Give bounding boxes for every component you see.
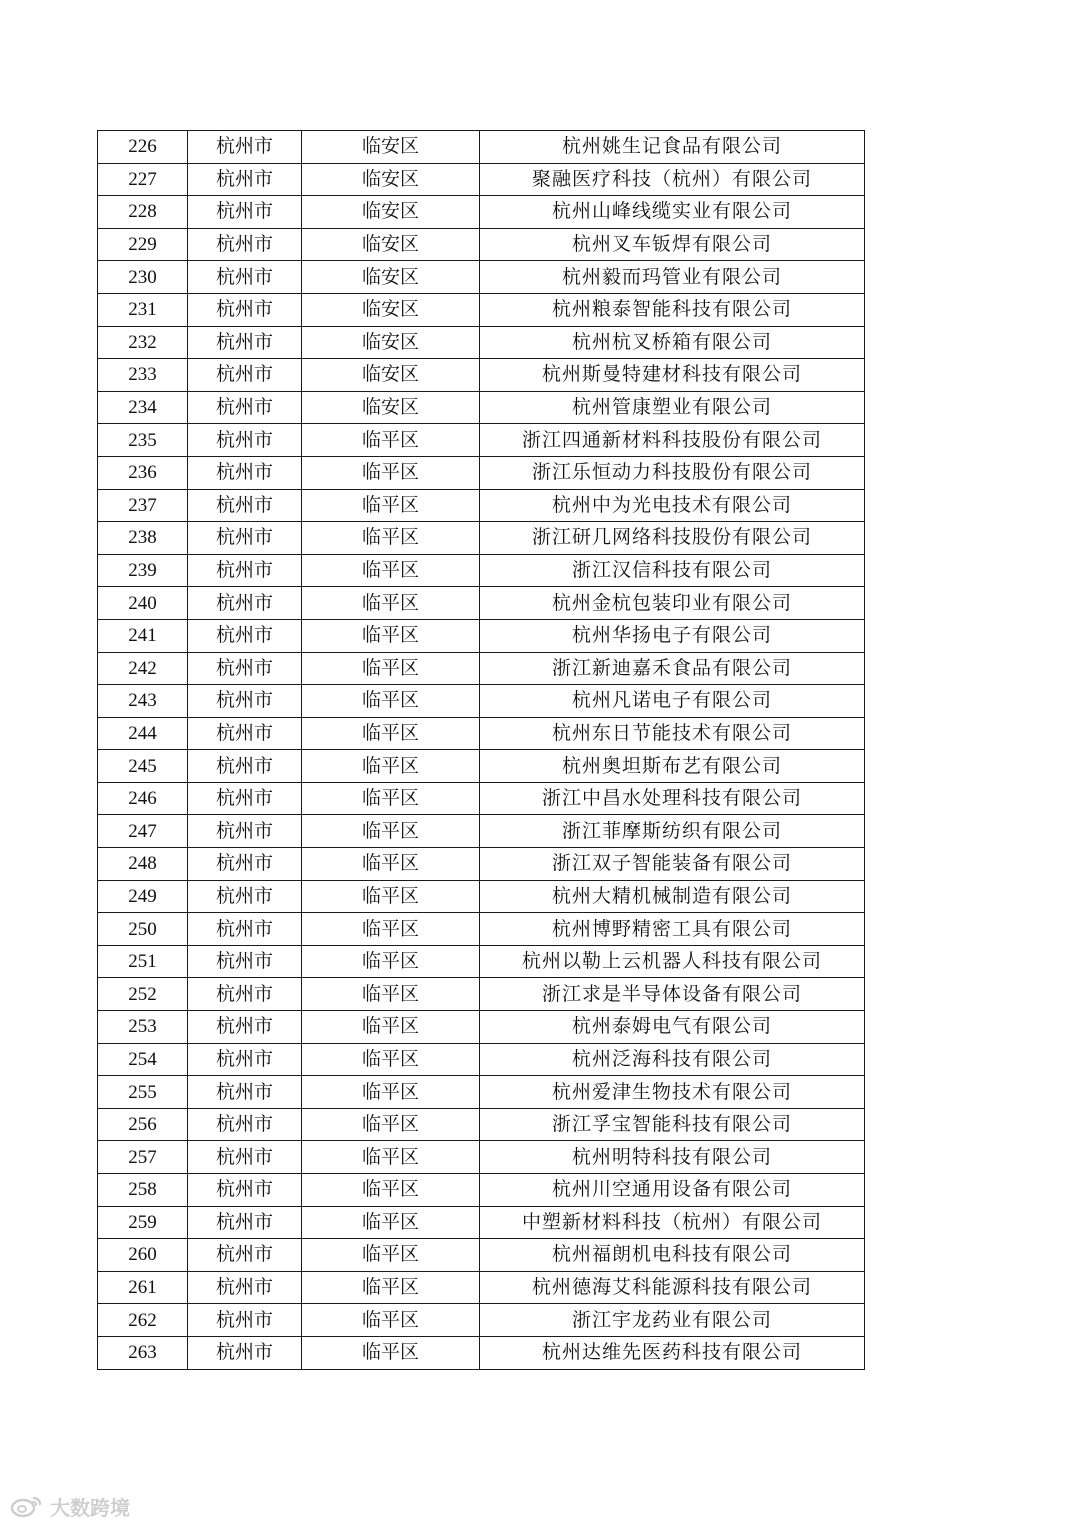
district-cell: 临安区: [302, 131, 480, 164]
city-cell: 杭州市: [188, 196, 302, 229]
company-name-cell: 杭州德海艾科能源科技有限公司: [480, 1271, 865, 1304]
district-cell: 临平区: [302, 1043, 480, 1076]
company-name-cell: 杭州叉车钣焊有限公司: [480, 228, 865, 261]
table-row: [98, 1076, 865, 1109]
table-row: [98, 1206, 865, 1239]
row-number: 228: [98, 196, 188, 229]
district-cell: 临安区: [302, 293, 480, 326]
table-row: [98, 424, 865, 457]
district-cell: 临平区: [302, 1336, 480, 1369]
city-cell: 杭州市: [188, 131, 302, 164]
table-row: [98, 978, 865, 1011]
company-name-cell: 杭州爱津生物技术有限公司: [480, 1076, 865, 1109]
row-number: 251: [98, 945, 188, 978]
company-name-cell: 杭州明特科技有限公司: [480, 1141, 865, 1174]
row-number: 237: [98, 489, 188, 522]
row-number: 243: [98, 685, 188, 718]
table-row: [98, 293, 865, 326]
row-number: 235: [98, 424, 188, 457]
city-cell: 杭州市: [188, 261, 302, 294]
table-row: [98, 163, 865, 196]
table-row: [98, 196, 865, 229]
district-cell: 临平区: [302, 782, 480, 815]
table-row: [98, 619, 865, 652]
city-cell: 杭州市: [188, 326, 302, 359]
table-row: [98, 1304, 865, 1337]
company-name-cell: 杭州泛海科技有限公司: [480, 1043, 865, 1076]
table-row: [98, 782, 865, 815]
city-cell: 杭州市: [188, 1206, 302, 1239]
table-row: [98, 1011, 865, 1044]
table-row: [98, 1336, 865, 1369]
table-row: [98, 489, 865, 522]
company-name-cell: 杭州金杭包装印业有限公司: [480, 587, 865, 620]
table-row: [98, 685, 865, 718]
district-cell: 临平区: [302, 1141, 480, 1174]
company-name-cell: 杭州大精机械制造有限公司: [480, 880, 865, 913]
district-cell: 临平区: [302, 1271, 480, 1304]
table-row: [98, 1043, 865, 1076]
row-number: 262: [98, 1304, 188, 1337]
table-body: [98, 131, 865, 1370]
row-number: 246: [98, 782, 188, 815]
company-name-cell: 杭州华扬电子有限公司: [480, 619, 865, 652]
district-cell: 临安区: [302, 326, 480, 359]
company-name-cell: 浙江新迪嘉禾食品有限公司: [480, 652, 865, 685]
row-number: 231: [98, 293, 188, 326]
row-number: 236: [98, 456, 188, 489]
company-name-cell: 聚融医疗科技（杭州）有限公司: [480, 163, 865, 196]
city-cell: 杭州市: [188, 1304, 302, 1337]
city-cell: 杭州市: [188, 522, 302, 555]
company-name-cell: 杭州福朗机电科技有限公司: [480, 1239, 865, 1272]
table-row: [98, 1108, 865, 1141]
row-number: 255: [98, 1076, 188, 1109]
city-cell: 杭州市: [188, 815, 302, 848]
table-row: [98, 456, 865, 489]
table-row: [98, 913, 865, 946]
district-cell: 临平区: [302, 815, 480, 848]
company-name-cell: 浙江四通新材料科技股份有限公司: [480, 424, 865, 457]
city-cell: 杭州市: [188, 1336, 302, 1369]
city-cell: 杭州市: [188, 391, 302, 424]
row-number: 258: [98, 1174, 188, 1207]
company-list-table: [97, 130, 865, 1370]
company-name-cell: 浙江求是半导体设备有限公司: [480, 978, 865, 1011]
company-name-cell: 杭州姚生记食品有限公司: [480, 131, 865, 164]
row-number: 240: [98, 587, 188, 620]
district-cell: 临安区: [302, 391, 480, 424]
table-row: [98, 326, 865, 359]
district-cell: 临平区: [302, 750, 480, 783]
city-cell: 杭州市: [188, 163, 302, 196]
row-number: 226: [98, 131, 188, 164]
district-cell: 临平区: [302, 456, 480, 489]
city-cell: 杭州市: [188, 652, 302, 685]
district-cell: 临平区: [302, 880, 480, 913]
row-number: 244: [98, 717, 188, 750]
table-row: [98, 945, 865, 978]
row-number: 239: [98, 554, 188, 587]
city-cell: 杭州市: [188, 293, 302, 326]
district-cell: 临平区: [302, 685, 480, 718]
weibo-logo-icon: [10, 1494, 44, 1518]
row-number: 256: [98, 1108, 188, 1141]
row-number: 261: [98, 1271, 188, 1304]
city-cell: 杭州市: [188, 228, 302, 261]
company-name-cell: 杭州管康塑业有限公司: [480, 391, 865, 424]
company-name-cell: 杭州泰姆电气有限公司: [480, 1011, 865, 1044]
district-cell: 临平区: [302, 652, 480, 685]
city-cell: 杭州市: [188, 1174, 302, 1207]
district-cell: 临平区: [302, 1108, 480, 1141]
company-name-cell: 中塑新材料科技（杭州）有限公司: [480, 1206, 865, 1239]
row-number: 232: [98, 326, 188, 359]
row-number: 259: [98, 1206, 188, 1239]
row-number: 227: [98, 163, 188, 196]
company-name-cell: 杭州奥坦斯布艺有限公司: [480, 750, 865, 783]
table-row: [98, 228, 865, 261]
district-cell: 临平区: [302, 717, 480, 750]
row-number: 253: [98, 1011, 188, 1044]
district-cell: 临平区: [302, 913, 480, 946]
row-number: 242: [98, 652, 188, 685]
city-cell: 杭州市: [188, 456, 302, 489]
city-cell: 杭州市: [188, 1239, 302, 1272]
table-row: [98, 391, 865, 424]
district-cell: 临安区: [302, 196, 480, 229]
row-number: 229: [98, 228, 188, 261]
district-cell: 临安区: [302, 359, 480, 392]
row-number: 230: [98, 261, 188, 294]
row-number: 234: [98, 391, 188, 424]
table-row: [98, 1271, 865, 1304]
table-row: [98, 587, 865, 620]
company-name-cell: 浙江菲摩斯纺织有限公司: [480, 815, 865, 848]
city-cell: 杭州市: [188, 554, 302, 587]
table-row: [98, 554, 865, 587]
company-name-cell: 浙江宇龙药业有限公司: [480, 1304, 865, 1337]
city-cell: 杭州市: [188, 587, 302, 620]
district-cell: 临平区: [302, 945, 480, 978]
city-cell: 杭州市: [188, 945, 302, 978]
city-cell: 杭州市: [188, 1271, 302, 1304]
company-name-cell: 浙江中昌水处理科技有限公司: [480, 782, 865, 815]
table-row: [98, 131, 865, 164]
city-cell: 杭州市: [188, 782, 302, 815]
city-cell: 杭州市: [188, 1076, 302, 1109]
district-cell: 临平区: [302, 619, 480, 652]
company-name-cell: 杭州毅而玛管业有限公司: [480, 261, 865, 294]
city-cell: 杭州市: [188, 359, 302, 392]
row-number: 245: [98, 750, 188, 783]
watermark-text: 大数跨境: [50, 1495, 130, 1520]
row-number: 248: [98, 848, 188, 881]
district-cell: 临安区: [302, 163, 480, 196]
city-cell: 杭州市: [188, 978, 302, 1011]
company-name-cell: 杭州山峰线缆实业有限公司: [480, 196, 865, 229]
city-cell: 杭州市: [188, 685, 302, 718]
table-row: [98, 522, 865, 555]
district-cell: 临平区: [302, 587, 480, 620]
table-row: [98, 652, 865, 685]
row-number: 233: [98, 359, 188, 392]
company-name-cell: 浙江孚宝智能科技有限公司: [480, 1108, 865, 1141]
city-cell: 杭州市: [188, 848, 302, 881]
company-name-cell: 杭州斯曼特建材科技有限公司: [480, 359, 865, 392]
company-name-cell: 杭州杭叉桥箱有限公司: [480, 326, 865, 359]
district-cell: 临平区: [302, 1239, 480, 1272]
district-cell: 临平区: [302, 522, 480, 555]
city-cell: 杭州市: [188, 750, 302, 783]
district-cell: 临平区: [302, 554, 480, 587]
company-name-cell: 杭州东日节能技术有限公司: [480, 717, 865, 750]
city-cell: 杭州市: [188, 717, 302, 750]
city-cell: 杭州市: [188, 1141, 302, 1174]
table-row: [98, 261, 865, 294]
table-row: [98, 717, 865, 750]
row-number: 247: [98, 815, 188, 848]
company-name-cell: 杭州粮泰智能科技有限公司: [480, 293, 865, 326]
row-number: 257: [98, 1141, 188, 1174]
row-number: 263: [98, 1336, 188, 1369]
district-cell: 临平区: [302, 1011, 480, 1044]
company-name-cell: 浙江乐恒动力科技股份有限公司: [480, 456, 865, 489]
company-name-cell: 杭州达维先医药科技有限公司: [480, 1336, 865, 1369]
table-row: [98, 848, 865, 881]
city-cell: 杭州市: [188, 913, 302, 946]
district-cell: 临平区: [302, 1206, 480, 1239]
row-number: 260: [98, 1239, 188, 1272]
district-cell: 临安区: [302, 261, 480, 294]
city-cell: 杭州市: [188, 880, 302, 913]
city-cell: 杭州市: [188, 1043, 302, 1076]
city-cell: 杭州市: [188, 424, 302, 457]
watermark: [10, 1491, 130, 1521]
district-cell: 临平区: [302, 489, 480, 522]
company-name-cell: 杭州凡诺电子有限公司: [480, 685, 865, 718]
district-cell: 临平区: [302, 1304, 480, 1337]
table-row: [98, 880, 865, 913]
company-name-cell: 杭州博野精密工具有限公司: [480, 913, 865, 946]
city-cell: 杭州市: [188, 1108, 302, 1141]
row-number: 250: [98, 913, 188, 946]
company-name-cell: 杭州中为光电技术有限公司: [480, 489, 865, 522]
district-cell: 临平区: [302, 978, 480, 1011]
company-name-cell: 浙江研几网络科技股份有限公司: [480, 522, 865, 555]
row-number: 254: [98, 1043, 188, 1076]
city-cell: 杭州市: [188, 619, 302, 652]
row-number: 241: [98, 619, 188, 652]
district-cell: 临平区: [302, 848, 480, 881]
table-row: [98, 359, 865, 392]
company-name-cell: 杭州以勒上云机器人科技有限公司: [480, 945, 865, 978]
row-number: 252: [98, 978, 188, 1011]
row-number: 238: [98, 522, 188, 555]
city-cell: 杭州市: [188, 1011, 302, 1044]
district-cell: 临平区: [302, 1174, 480, 1207]
table-row: [98, 1141, 865, 1174]
district-cell: 临平区: [302, 1076, 480, 1109]
table-row: [98, 750, 865, 783]
company-name-cell: 浙江双子智能装备有限公司: [480, 848, 865, 881]
district-cell: 临安区: [302, 228, 480, 261]
company-name-cell: 浙江汉信科技有限公司: [480, 554, 865, 587]
city-cell: 杭州市: [188, 489, 302, 522]
row-number: 249: [98, 880, 188, 913]
table-row: [98, 815, 865, 848]
district-cell: 临平区: [302, 424, 480, 457]
table-row: [98, 1239, 865, 1272]
table-row: [98, 1174, 865, 1207]
company-name-cell: 杭州川空通用设备有限公司: [480, 1174, 865, 1207]
